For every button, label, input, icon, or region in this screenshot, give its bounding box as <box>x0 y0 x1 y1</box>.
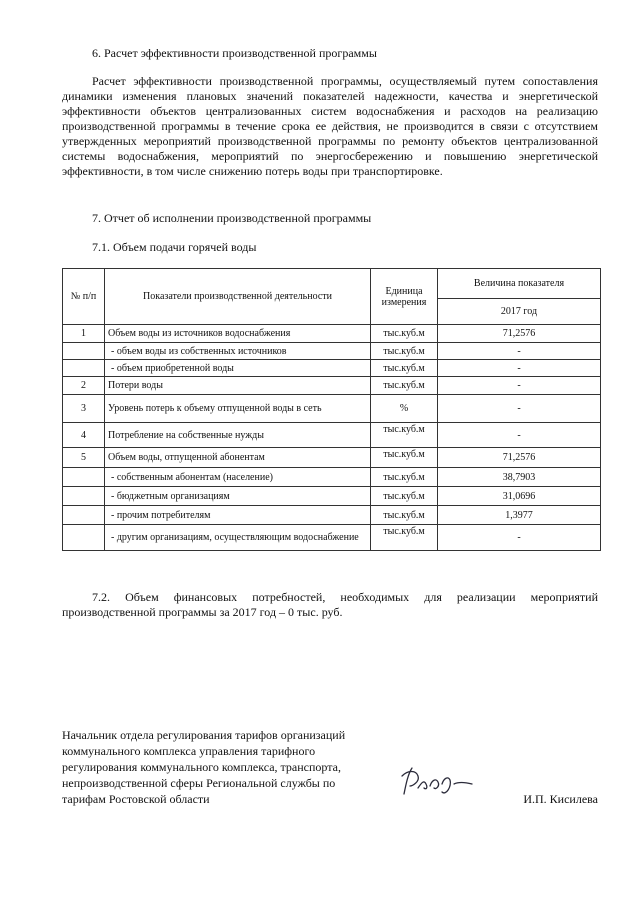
row-unit: % <box>371 395 438 423</box>
signer-name: И.П. Кисилева <box>523 792 598 806</box>
row-num: 4 <box>63 423 105 448</box>
row-value: 1,3977 <box>438 506 601 525</box>
row-num <box>63 360 105 377</box>
header-unit: Единица измерения <box>371 269 438 325</box>
row-indicator: - объем воды из собственных источников <box>105 343 371 360</box>
row-num: 1 <box>63 325 105 343</box>
table-row <box>63 448 601 468</box>
row-unit: тыс.куб.м <box>371 377 438 395</box>
handwritten-signature <box>398 762 478 802</box>
row-value: 38,7903 <box>438 468 601 487</box>
row-num: 3 <box>63 395 105 423</box>
section-7-2-paragraph: 7.2. Объем финансовых потребностей, необходимых для реализации мероприятий производственной программы за 2017 год – 0 тыс. руб. <box>62 590 598 619</box>
header-num: № п/п <box>63 269 105 325</box>
signer-title: Начальник отдела регулирования тарифов организаций коммунального комплекса управления тарифного регулирования коммунального комплекса, транспорта, непроизводственной сферы Региональной службы по тарифам Ростовской области <box>62 728 346 806</box>
table-row <box>63 360 601 377</box>
row-num: 5 <box>63 448 105 468</box>
row-indicator: Объем воды, отпущенной абонентам <box>105 448 371 468</box>
section-7-heading: 7. Отчет об исполнении производственной программы <box>92 211 372 225</box>
row-num <box>63 468 105 487</box>
header-indicator: Показатели производственной деятельности <box>105 269 371 325</box>
row-value: - <box>438 343 601 360</box>
section-7-1-heading: 7.1. Объем подачи горячей воды <box>92 240 257 254</box>
row-indicator: Потери воды <box>105 377 371 395</box>
row-num <box>63 343 105 360</box>
table-row <box>63 343 601 360</box>
table-row <box>63 325 601 343</box>
table-row <box>63 468 601 487</box>
row-value: 31,0696 <box>438 487 601 506</box>
table-row <box>63 506 601 525</box>
row-indicator: - бюджетным организациям <box>105 487 371 506</box>
section-6-heading: 6. Расчет эффективности производственной программы <box>92 46 377 60</box>
row-value: - <box>438 525 601 551</box>
row-value: 71,2576 <box>438 325 601 343</box>
hot-water-supply-table <box>62 268 601 551</box>
row-unit: тыс.куб.м <box>371 360 438 377</box>
row-unit: тыс.куб.м <box>371 468 438 487</box>
row-value: 71,2576 <box>438 448 601 468</box>
row-indicator: Объем воды из источников водоснабжения <box>105 325 371 343</box>
row-indicator: Уровень потерь к объему отпущенной воды в сеть <box>105 395 371 423</box>
section-6-paragraph: Расчет эффективности производственной программы, осуществляемый путем сопоставления динамики изменения плановых значений показателей надежности, качества и энергетической эффективности объектов централизованных систем водоснабжения и расходов на реализацию производственной программы в течение срока ее действия, не производится в связи с отсутствием утвержденных мероприятий производственной программы по ремонту объектов централизованной системы водоснабжения, мероприятий по энергосбережению и повышению энергетической эффективности, в том числе снижению потерь воды при транспортировке. <box>62 74 598 178</box>
row-unit: тыс.куб.м <box>371 487 438 506</box>
row-num: 2 <box>63 377 105 395</box>
row-num <box>63 525 105 551</box>
row-indicator: Потребление на собственные нужды <box>105 423 371 448</box>
row-num <box>63 506 105 525</box>
row-unit: тыс.куб.м <box>371 325 438 343</box>
table-row <box>63 487 601 506</box>
row-indicator: - прочим потребителям <box>105 506 371 525</box>
row-indicator: - собственным абонентам (население) <box>105 468 371 487</box>
row-unit: тыс.куб.м <box>371 343 438 360</box>
row-value: - <box>438 360 601 377</box>
row-num <box>63 487 105 506</box>
row-value: - <box>438 377 601 395</box>
row-unit: тыс.куб.м <box>371 506 438 525</box>
header-year: 2017 год <box>438 299 601 325</box>
table-row <box>63 377 601 395</box>
row-value: - <box>438 423 601 448</box>
row-unit: тыс.куб.м <box>371 525 438 551</box>
row-value: - <box>438 395 601 423</box>
table-row <box>63 525 601 551</box>
row-indicator: - объем приобретенной воды <box>105 360 371 377</box>
table-row <box>63 423 601 448</box>
row-unit: тыс.куб.м <box>371 448 438 468</box>
header-value: Величина показателя <box>438 269 601 299</box>
row-indicator: - другим организациям, осуществляющим водоснабжение <box>105 525 371 551</box>
row-unit: тыс.куб.м <box>371 423 438 448</box>
table-row <box>63 395 601 423</box>
